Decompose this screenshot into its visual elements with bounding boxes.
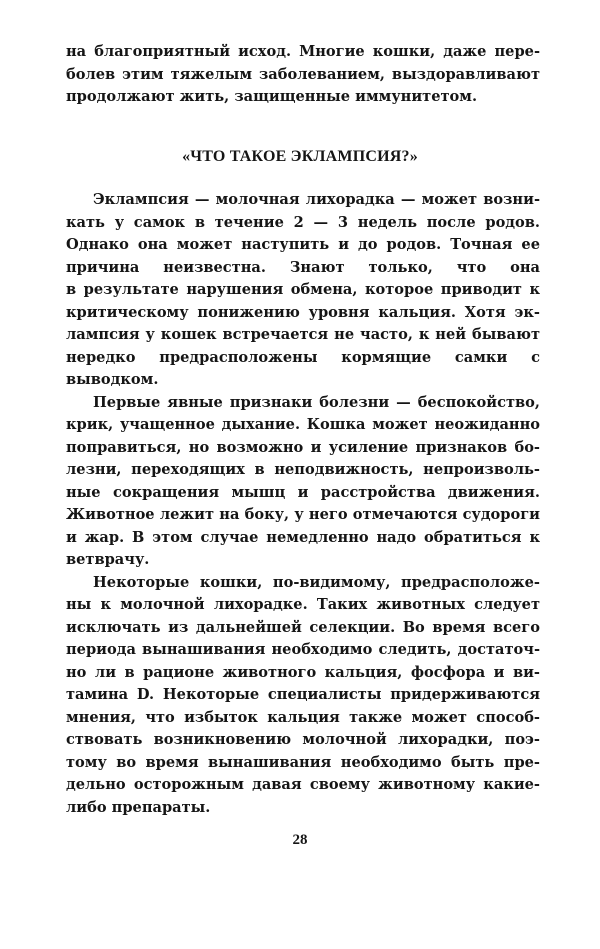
text-line: ствовать возникновению молочной лихорадки, поэ-: [66, 731, 540, 748]
text-line: дельно осторожным давая своему животному какие-: [66, 776, 540, 793]
text-line: и жар. В этом случае немедленно надо обратиться к: [66, 528, 540, 546]
text-line: критическому понижению уровня кальция. Хотя эк-: [66, 303, 540, 321]
continued-paragraph: [66, 41, 540, 109]
text-line: в результате нарушения обмена, которое приводит к: [66, 281, 540, 298]
text-line: Некоторые кошки, по-видимому, предрасположе-: [93, 573, 540, 591]
paragraph: [66, 572, 540, 820]
text-line: ны к молочной лихорадке. Таких животных следует: [66, 596, 540, 613]
text-line: лампсия у кошек встречается не часто, к ней бывают: [66, 326, 540, 343]
text-line: болев этим тяжелым заболеванием, выздоравливают: [66, 65, 540, 83]
text-line: продолжают жить, защищенные иммунитетом.: [66, 88, 478, 105]
page-number: 28: [292, 832, 308, 848]
text-line: поправиться, но возможно и усиление признаков бо-: [66, 438, 540, 456]
text-line: ветврачу.: [66, 551, 150, 568]
text-line: либо препараты.: [66, 798, 211, 816]
text-line: периода вынашивания необходимо следить, достаточ-: [66, 641, 540, 658]
text-line: нередко предрасположены кормящие самки с: [66, 348, 540, 366]
text-line: крик, учащенное дыхание. Кошка может неожиданно: [66, 416, 540, 433]
text-line: Эклампсия — молочная лихорадка — может возни-: [93, 191, 540, 208]
text-line: на благоприятный исход. Многие кошки, даже пере-: [66, 43, 540, 60]
text-line: мнения, что избыток кальция также может способ-: [66, 708, 540, 726]
text-line: причина неизвестна. Знают только, что она: [66, 258, 540, 276]
text-line: выводком.: [66, 371, 159, 388]
paragraph: [66, 189, 540, 392]
paragraph: [66, 392, 540, 572]
text-line: лезни, переходящих в неподвижность, непроизволь-: [66, 461, 540, 478]
text-line: Однако она может наступить и до родов. Точная ее: [66, 236, 540, 253]
text-line: ные сокращения мышц и расстройства движения.: [66, 483, 540, 501]
section-body: [66, 189, 540, 819]
text-line: тому во время вынашивания необходимо быть пре-: [66, 753, 540, 771]
text-line: исключать из дальнейшей селекции. Во время всего: [66, 618, 540, 636]
text-line: тамина D. Некоторые специалисты придерживаются: [66, 686, 540, 703]
text-line: Первые явные признаки болезни — беспокойство,: [93, 393, 540, 411]
text-line: но ли в рационе животного кальция, фосфора и ви-: [66, 663, 540, 681]
text-line: кать у самок в течение 2 — 3 недель после родов.: [66, 213, 540, 231]
text-line: Животное лежит на боку, у него отмечаются судороги: [66, 506, 540, 523]
section-heading: «ЧТО ТАКОЕ ЭКЛАМПСИЯ?»: [182, 148, 418, 165]
